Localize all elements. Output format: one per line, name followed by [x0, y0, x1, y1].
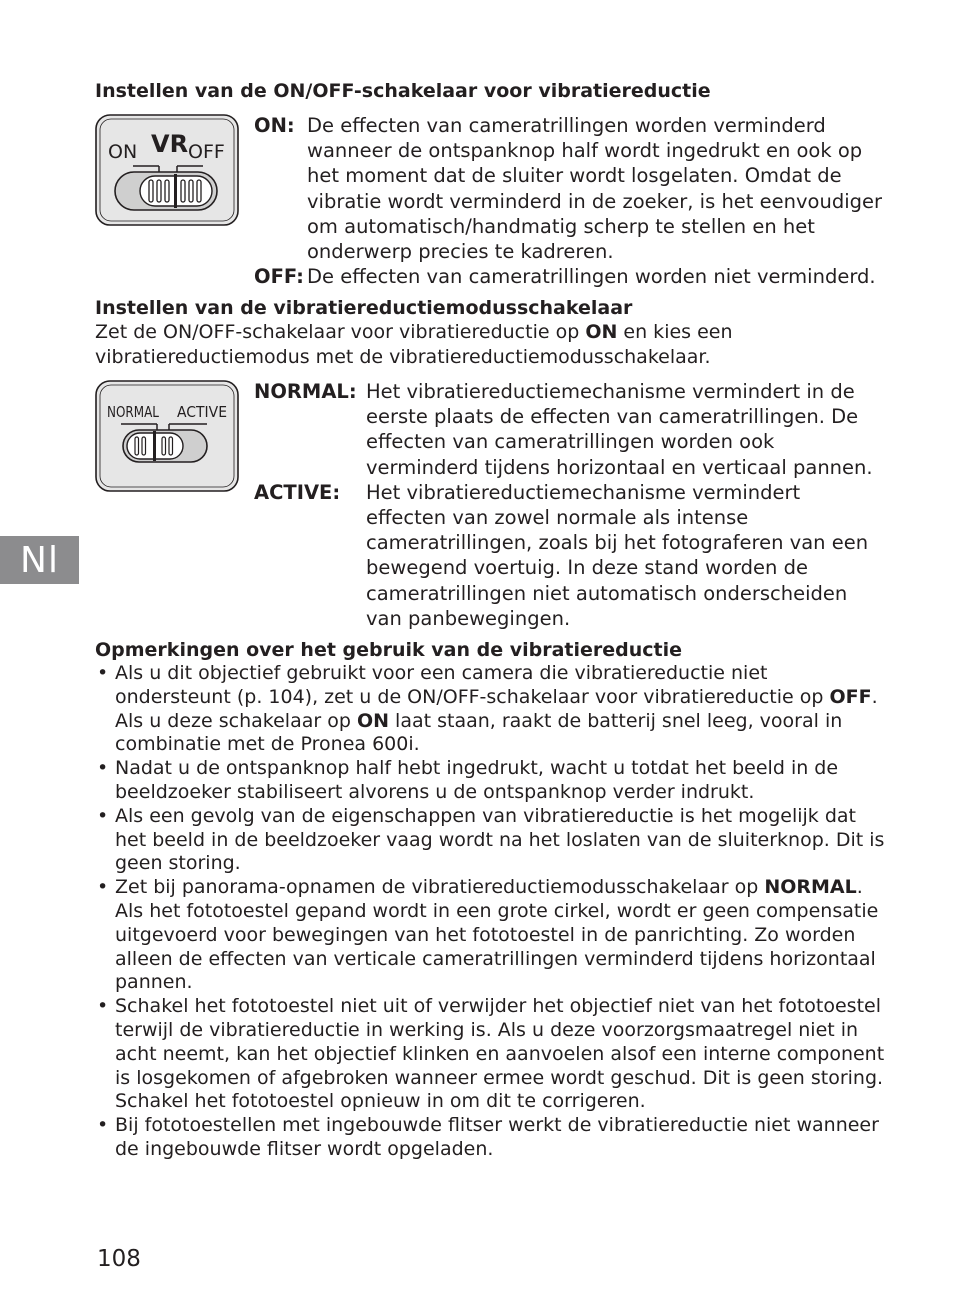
note-bold-text: NORMAL — [764, 876, 857, 899]
definition-term: NORMAL: — [254, 380, 357, 403]
bullet-mark: • — [97, 1114, 109, 1137]
note-text: . Als het fototoestel gepand wordt in een grote cirkel, wordt er geen compensatie uitgevoerd voor bewegingen van het fototoestel in de panrichting. Zo worden alleen de effecten van verticale cameratrillingen verminderd tijdens horizontaal pannen. — [115, 876, 879, 994]
bullet-mark: • — [97, 757, 109, 780]
note-text: Schakel het fototoestel niet uit of verwijder het objectief niet van het fototoestel terwijl de vibratiereductie in werking is. Als u deze voorzorgsmaatregel niet in acht neemt, kan het objectief klinken en aanvoelen alsof een interne component is losgekomen of afgebroken wanneer ermee wordt geschud. Dit is geen storing. Schakel het fototoestel opnieuw in om dit te corrigeren. — [115, 995, 885, 1113]
intro-text: Zet de ON/OFF-schakelaar voor vibratiereductie op — [95, 321, 586, 343]
notes-list — [95, 662, 885, 1162]
vr-mode-switch-illustration — [95, 380, 240, 492]
note-bold-text: ON — [356, 709, 389, 732]
switch-label-on: ON — [108, 141, 138, 163]
note-text: Als een gevolg van de eigenschappen van vibratiereductie is het mogelijk dat het beeld in de beeldzoeker vaag wordt na het loslaten van de sluiterknop. Dit is geen storing. — [115, 804, 885, 875]
section-heading-vr-switch: Instellen van de ON/OFF-schakelaar voor vibratiereductie — [95, 80, 711, 102]
definition-normal — [254, 379, 885, 480]
bullet-mark: • — [97, 662, 109, 684]
note-text: Bij fototoestellen met ingebouwde flitser werkt de vibratiereductie niet wanneer de ingebouwde flitser wordt opgeladen. — [115, 1114, 879, 1160]
language-tab: Nl — [0, 536, 79, 584]
note-item — [95, 876, 885, 995]
section-heading-vr-mode: Instellen van de vibratiereductiemodusschakelaar — [95, 297, 633, 319]
note-item — [95, 805, 885, 876]
definition-description: Het vibratiereductiemechanisme vermindert in de eerste plaats de effecten van cameratrillingen. De effecten van cameratrillingen worden ook verminderd tijdens horizontaal en verticaal pannen. — [366, 380, 873, 479]
note-text: Zet bij panorama-opnamen de vibratiereductiemodusschakelaar op — [115, 876, 765, 899]
switch-label-vr: VR — [151, 130, 189, 158]
vr-on-off-switch-illustration — [95, 114, 240, 226]
vr-switch-definitions — [254, 113, 885, 289]
note-bold-text: OFF — [829, 685, 872, 708]
definition-description: De effecten van cameratrillingen worden verminderd wanneer de ontspanknop half wordt ingedrukt en ook op het moment dat de sluiter wordt losgelaten. Omdat de vibratie wordt verminderd in de zoeker, is het eenvoudiger om automatisch/handmatig scherp te stellen en het onderwerp precies te kadreren. — [307, 114, 883, 264]
intro-text: en kies een vibratiereductiemodus met de vibratiereductiemodusschakelaar. — [95, 321, 733, 368]
switch-label-off: OFF — [188, 141, 225, 163]
vr-mode-definitions — [254, 379, 885, 631]
note-item — [95, 995, 885, 1114]
note-text: . Als u deze schakelaar op — [115, 685, 878, 732]
bullet-mark: • — [97, 995, 109, 1018]
bullet-mark: • — [97, 804, 109, 827]
note-text: Als u dit objectief gebruikt voor een camera die vibratiereductie niet ondersteunt (p. 104), zet u de ON/OFF-schakelaar voor vibratiereductie op — [115, 662, 830, 708]
intro-bold: ON — [585, 321, 618, 343]
definition-on — [254, 113, 885, 264]
note-item — [95, 1114, 885, 1162]
note-text: Nadat u de ontspanknop half hebt ingedrukt, wacht u totdat het beeld in de beeldzoeker stabiliseert alvorens u de ontspanknop verder indrukt. — [115, 757, 839, 803]
note-item — [95, 662, 885, 757]
section-heading-notes: Opmerkingen over het gebruik van de vibratiereductie — [95, 639, 683, 661]
page-number: 108 — [97, 1246, 141, 1272]
switch-label-normal: NORMAL — [107, 403, 160, 421]
note-item — [95, 757, 885, 805]
bullet-mark: • — [97, 876, 109, 899]
vr-mode-intro — [95, 320, 885, 369]
definition-term: ACTIVE: — [254, 480, 341, 504]
definition-term: ON: — [254, 114, 295, 137]
definition-off — [254, 264, 885, 289]
switch-label-active: ACTIVE — [177, 403, 227, 421]
definition-active — [254, 480, 885, 631]
definition-term: OFF: — [254, 265, 304, 289]
definition-description: Het vibratiereductiemechanisme vermindert effecten van zowel normale als intense cameratrillingen, zoals bij het fotograferen van een bewegend voertuig. In deze stand worden de cameratrillingen niet automatisch onderscheiden van panbewegingen. — [366, 480, 869, 630]
note-text: laat staan, raakt de batterij snel leeg, vooral in combinatie met de Pronea 600i. — [115, 709, 843, 756]
definition-description: De effecten van cameratrillingen worden niet verminderd. — [307, 265, 876, 289]
